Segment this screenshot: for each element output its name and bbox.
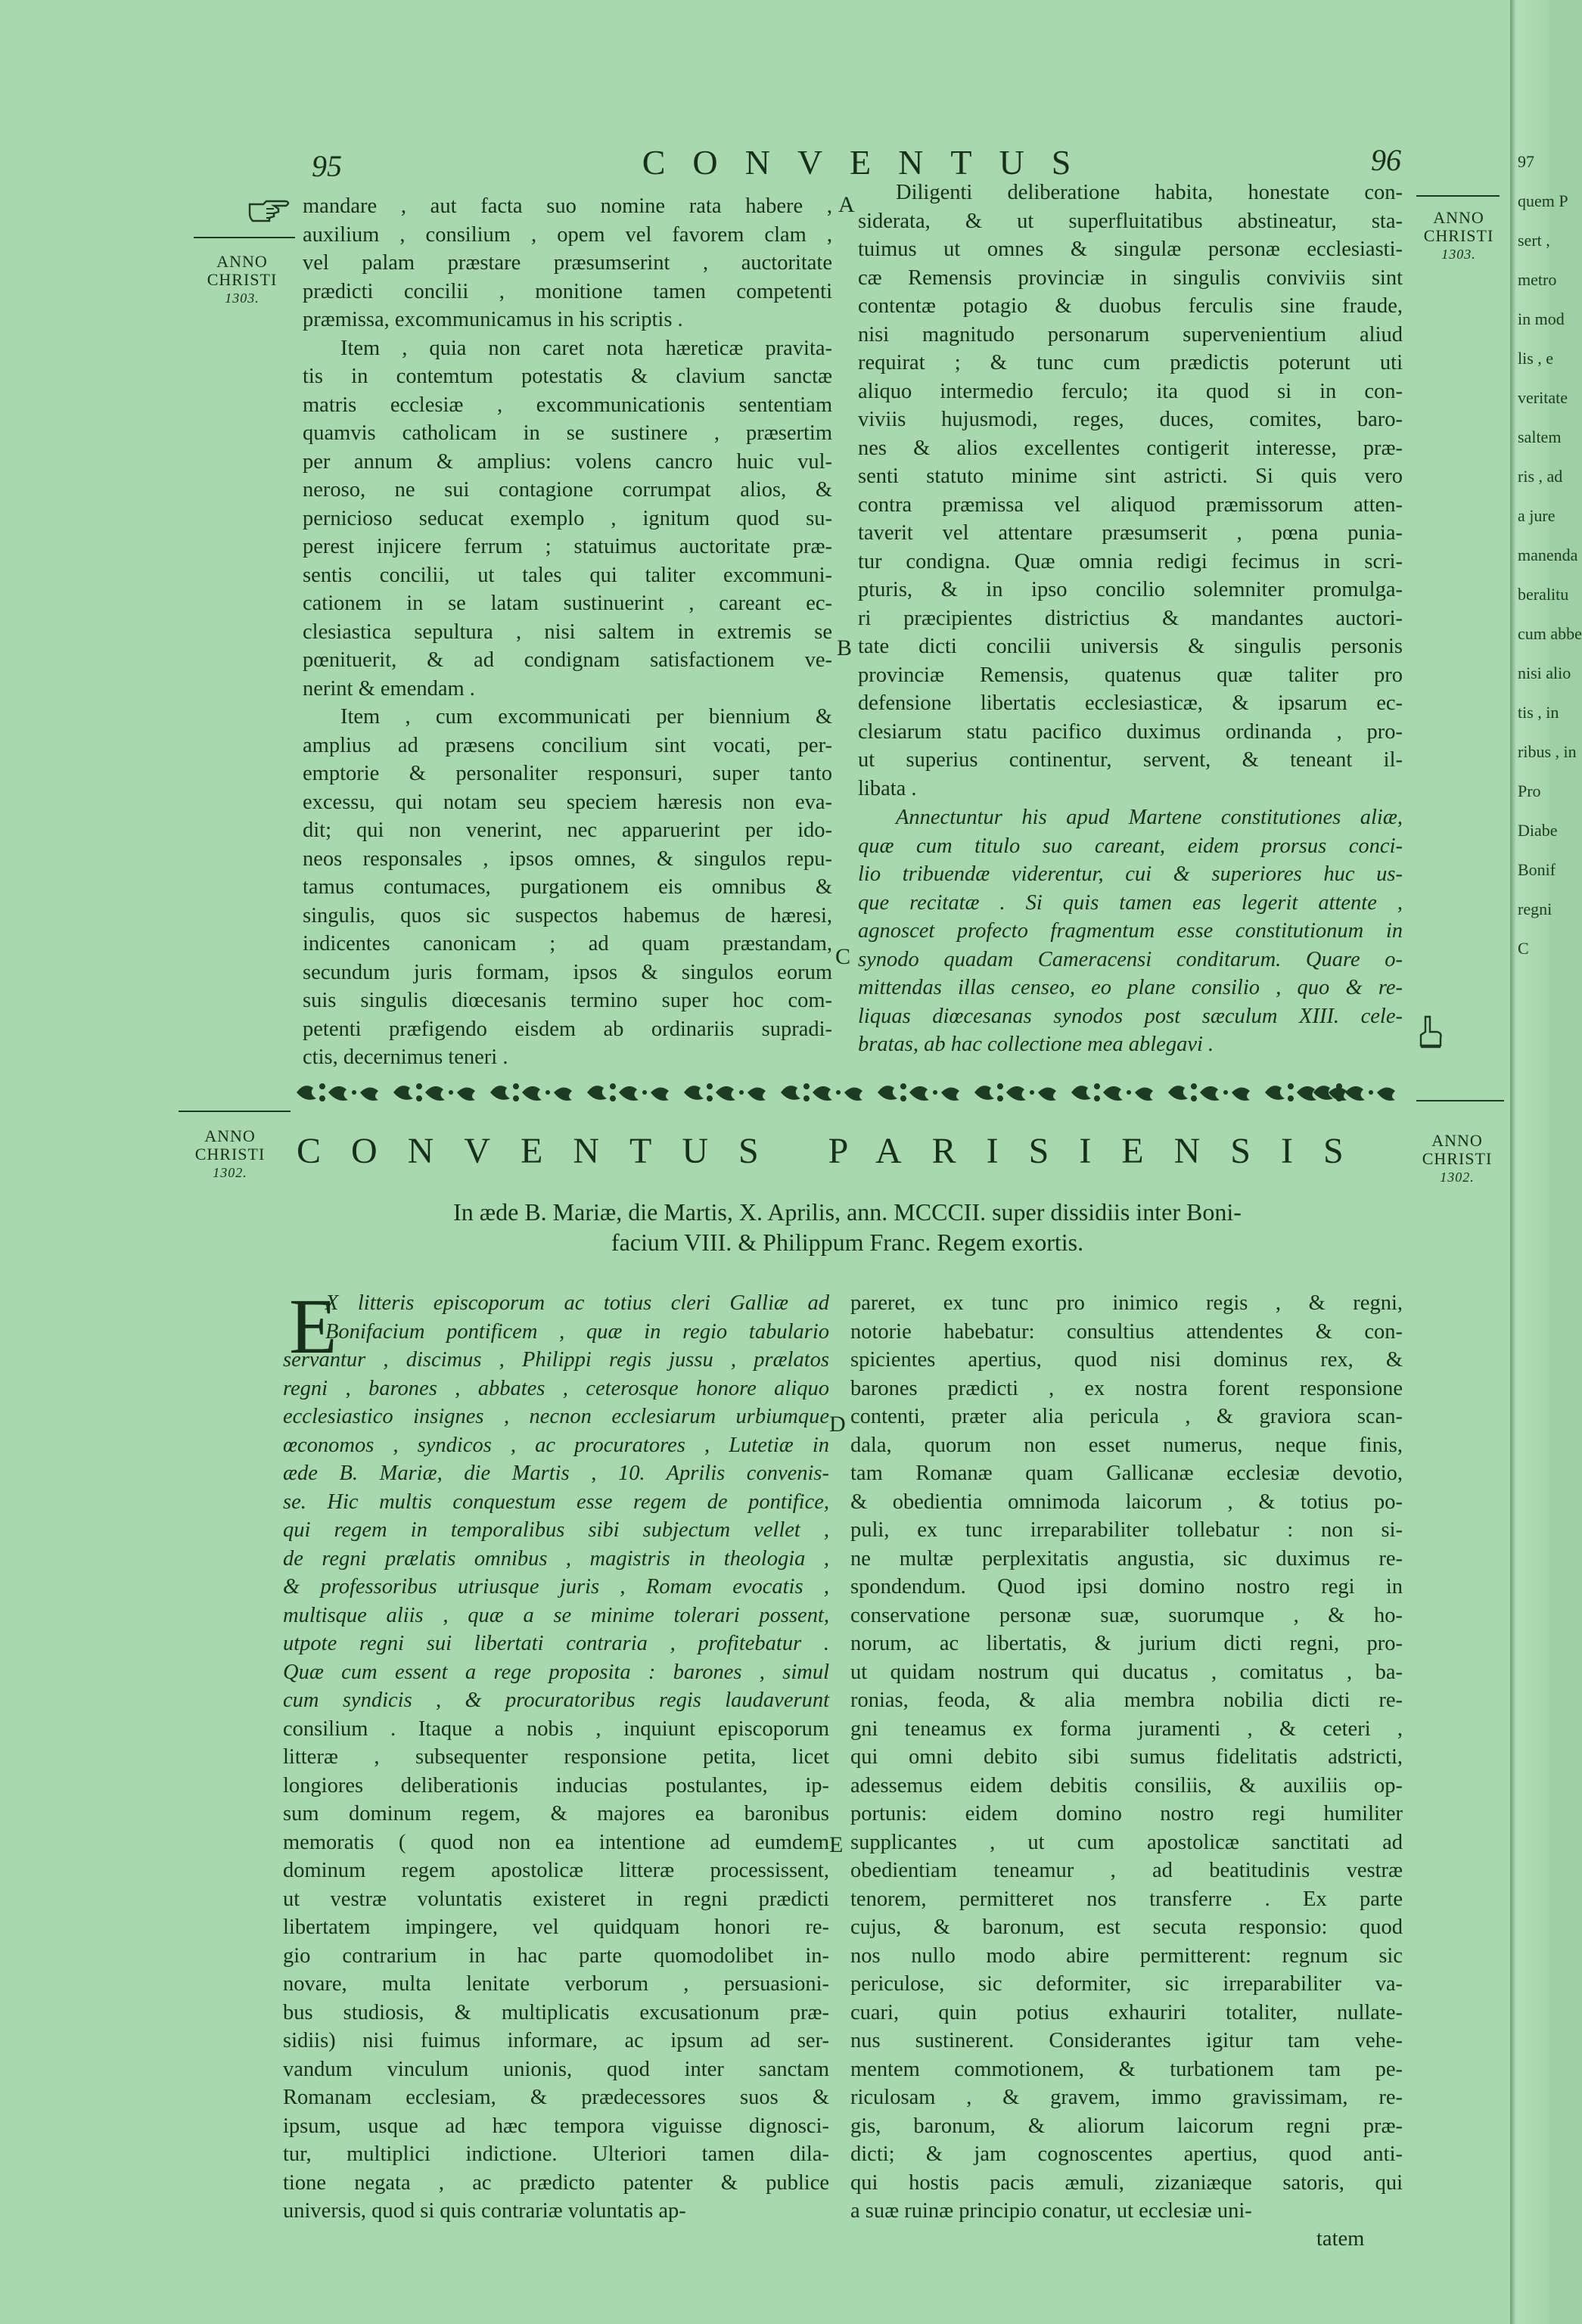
text-line: ronias, feoda, & alia membra nobilia dicti re-: [850, 1689, 1403, 1712]
text-line: Quæ cum essent a rege proposita : barones , simul: [283, 1660, 829, 1684]
text-line: adessemus eidem debitis consiliis, & auxiliis op-: [850, 1773, 1403, 1797]
text-line: & professoribus utriusque juris , Romam evocatis ,: [283, 1575, 829, 1599]
margin-rule: [194, 237, 295, 238]
text-line: clesiastica sepultura , nisi saltem in extremis se: [303, 620, 832, 644]
edge-text-fragment: Bonif: [1518, 860, 1556, 879]
edge-text-fragment: beralitu: [1518, 585, 1569, 604]
text-line: quæ cum titulo suo careant, eidem prorsus conci-: [858, 834, 1403, 858]
margin-rule: [1416, 195, 1500, 197]
text-line: contra præmissa vel aliquod præmissorum atten-: [858, 492, 1403, 517]
edge-text-fragment: quem P: [1518, 191, 1568, 210]
text-line: œconomos , syndicos , ac procuratores , Lutetiæ in: [283, 1433, 829, 1457]
running-title: CONVENTUS: [642, 143, 1099, 182]
text-line: consilium . Itaque a nobis , inquiunt episcoporum: [283, 1717, 829, 1741]
text-line: agnoscet profecto fragmentum esse constitutionum in: [858, 919, 1403, 943]
text-line: siderata, & ut superfluitatibus abstineatur, sta-: [858, 209, 1403, 233]
text-line: cum syndicis , & procuratoribus regis laudaverunt: [283, 1689, 829, 1712]
text-line: novare, multa lenitate verborum , persuasioni-: [283, 1972, 829, 1996]
text-line: ipsum, usque ad hæc tempora viguisse dignosci-: [283, 2114, 829, 2138]
text-line: Item , quia non caret nota hæreticæ pravita-: [340, 336, 832, 360]
text-line: norum, ac libertatis, & jurium dicti regni, pro-: [850, 1632, 1403, 1655]
text-line: memoratis ( quod non ea intentione ad eumdem: [283, 1830, 829, 1854]
text-line: periculose, sic deformiter, sic irreparabiliter va-: [850, 1972, 1403, 1996]
text-line: regni , barones , abbates , ceterosque honore aliquo: [283, 1376, 829, 1400]
text-line: conservatione personæ suæ, suorumque , & ho-: [850, 1603, 1403, 1627]
edge-text-fragment: sert ,: [1518, 231, 1550, 250]
text-line: taverit vel attentare præsumserit , pœna punia-: [858, 521, 1403, 545]
section-letter-c: C: [835, 944, 851, 969]
text-line: pernicioso seducat exemplo , ignitum quod su-: [303, 506, 832, 530]
anno-note-left-section2: [185, 1127, 275, 1182]
text-line: supplicantes , ut cum apostolicæ sanctitati ad: [850, 1830, 1403, 1854]
text-line: multisque aliis , quæ a se minime tolerari possent,: [283, 1603, 829, 1627]
edge-text-fragment: Diabe: [1518, 821, 1558, 840]
year-label: 1302.: [1440, 1170, 1475, 1185]
section-letter-e: E: [829, 1832, 844, 1857]
text-line: contentæ potagio & duobus ferculis sine fraude,: [858, 294, 1403, 318]
edge-text-fragment: 97: [1518, 152, 1534, 171]
text-line: pœnituerit, & ad condignam satisfactionem ve-: [303, 648, 832, 672]
text-line: pareret, ex tunc pro inimico regis , & regni,: [850, 1291, 1403, 1315]
edge-text-fragment: a jure: [1518, 506, 1556, 525]
text-line: senti statuto minime sint astricti. Si quis vero: [858, 464, 1403, 488]
text-line: neos responsales , ipsos omnes, & singulos repu-: [303, 847, 832, 871]
column-left-top: [303, 192, 832, 1072]
edge-text-fragment: ris , ad: [1518, 467, 1563, 486]
text-line: lio tribuendæ viderentur, cui & superiores huc us-: [858, 862, 1403, 886]
text-line: mentem commotionem, & turbationem tam pe-: [850, 2057, 1403, 2081]
anno-label: ANNO: [1431, 1131, 1483, 1150]
text-line: secundum juris formam, ipsos & singulos eorum: [303, 960, 832, 984]
column-right-bottom: [850, 1289, 1403, 2226]
text-line: notorie habebatur: consultius attendentes & con-: [850, 1319, 1403, 1344]
subtitle-line: In æde B. Mariæ, die Martis, X. Aprilis, ann. MCCCII. super dissidiis inter Boni-: [453, 1198, 1242, 1226]
text-line: clesiarum statu pacifico duximus ordinanda , pro-: [858, 719, 1403, 744]
catchword: tatem: [1316, 2227, 1365, 2251]
edge-text-fragment: manenda: [1518, 545, 1578, 564]
text-line: indicentes canonicam ; ad quam præstandam,: [303, 932, 832, 955]
text-line: tis in contemtum potestatis & clavium sanctæ: [303, 365, 832, 388]
text-line: emptorie & personaliter responsuri, super tanto: [303, 762, 832, 785]
edge-text-fragment: tis , in: [1518, 703, 1559, 722]
text-line: ut vestræ voluntatis existeret in regni prædicti: [283, 1887, 829, 1911]
edge-text-fragment: in mod: [1518, 309, 1565, 328]
text-line: X litteris episcoporum ac totius cleri Galliæ ad: [325, 1291, 829, 1315]
text-line: ut quidam nostrum qui ducatus , comitatus , ba-: [850, 1660, 1403, 1684]
text-line: ri præcipientes districtius & mandantes auctori-: [858, 606, 1403, 630]
text-line: cæ Remensis provinciæ in singulis conviviis sint: [858, 266, 1403, 290]
text-line: spicientes apertius, quod nisi dominus rex, &: [850, 1348, 1403, 1372]
text-line: a suæ ruinæ principio conatur, ut ecclesiæ uni-: [850, 2199, 1252, 2223]
text-line: ctis, decernimus teneri .: [303, 1045, 508, 1069]
text-line: defensione libertatis ecclesiasticæ, & ipsarum ec-: [858, 691, 1403, 715]
text-line: Bonifacium pontificem , quæ in regio tabulario: [325, 1319, 829, 1344]
christi-label: CHRISTI: [1422, 1149, 1493, 1168]
section-subtitle: [333, 1197, 1362, 1257]
text-line: excessu, qui notam seu speciem hæresis non eva-: [303, 790, 832, 814]
text-line: dala, quorum non esset numerus, neque finis,: [850, 1433, 1403, 1457]
edge-text-fragment: lis , e: [1518, 349, 1554, 368]
edge-text-fragment: ribus , in: [1518, 742, 1577, 761]
text-line: nus sustinerent. Considerantes igitur tam vehe-: [850, 2029, 1403, 2052]
text-line: gio contrarium in hac parte quomodolibet in-: [283, 1943, 829, 1968]
text-line: matris ecclesiæ , excommunicationis sententiam: [303, 393, 832, 417]
edge-text-fragment: regni: [1518, 899, 1552, 918]
text-line: nerint & emendam .: [303, 676, 475, 701]
text-line: gis, baronum, & aliorum laicorum regni præ-: [850, 2114, 1403, 2138]
text-line: sentis concilii, ut tales qui taliter excommuni-: [303, 563, 832, 587]
text-line: prædicti concilii , monitione tamen competenti: [303, 279, 832, 303]
text-line: tate dicti concilii universis & singulis personis: [858, 635, 1403, 658]
text-line: provinciæ Remensis, quatenus quæ taliter pro: [858, 663, 1403, 687]
text-line: cationem in se latam sustinuerint , careant ec-: [303, 592, 832, 615]
text-line: se. Hic multis conquestum esse regem de pontifice,: [283, 1490, 829, 1514]
text-line: ne multæ perplexitatis angustia, sic duximus re-: [850, 1546, 1403, 1571]
text-line: ecclesiastico insignes , necnon ecclesiarum urbiumque: [283, 1405, 829, 1428]
text-line: aliquo intermedio ferculo; ita quod si in con-: [858, 379, 1403, 403]
text-line: dominum regem apostolicæ litteræ processissent,: [283, 1859, 829, 1882]
margin-rule: [1416, 1100, 1504, 1101]
text-line: Item , cum excommunicati per biennium &: [340, 705, 832, 729]
text-line: qui regem in temporalibus sibi subjectum vellet ,: [283, 1518, 829, 1542]
next-page-edge: [1510, 0, 1582, 2324]
text-line: tur condigna. Quæ omnia redigi fecimus in scri-: [858, 549, 1403, 573]
year-label: 1303.: [1441, 247, 1476, 262]
drop-cap: E: [289, 1283, 337, 1370]
text-line: suis singulis diœcesanis termino super hoc com-: [303, 989, 832, 1012]
text-line: viviis hujusmodi, reges, duces, comites, baro-: [858, 408, 1403, 431]
section-letter-b: B: [837, 635, 853, 660]
page-number-right: 96: [1371, 143, 1401, 177]
text-line: dit; qui non venerint, nec apparuerint per ido-: [303, 819, 832, 842]
text-line: libata .: [858, 776, 917, 800]
text-line: utpote regni sui libertati contraria , profitebatur .: [283, 1632, 829, 1655]
text-line: sum dominum regem, & majores ea baronibus: [283, 1802, 829, 1825]
text-line: universis, quod si quis contrariæ voluntatis ap-: [283, 2199, 686, 2223]
page-number-left: 95: [312, 149, 342, 183]
text-line: puli, ex tunc irreparabiliter tollebatur : non si-: [850, 1518, 1403, 1542]
text-line: auxilium , consilium , opem vel favorem clam ,: [303, 222, 832, 247]
text-line: nes & alios excellentes contigerit interesse, præ-: [858, 436, 1403, 460]
text-line: tenorem, permitteret nos transferre . Ex parte: [850, 1887, 1403, 1911]
text-line: bratas, ab hac collectione mea ablegavi .: [858, 1033, 1214, 1056]
text-line: ut superius continentur, servent, & teneant il-: [858, 748, 1403, 772]
edge-text-fragment: saltem: [1518, 427, 1562, 446]
text-line: sidiis) nisi fuimus informare, ac ipsum ad ser-: [283, 2029, 829, 2052]
text-line: Annectuntur his apud Martene constitutiones aliæ,: [896, 806, 1403, 829]
text-line: longiores deliberationis inducias postulantes, ip-: [283, 1773, 829, 1797]
anno-label: ANNO: [216, 252, 268, 271]
text-line: per annum & amplius: volens cancro huic vul-: [303, 449, 832, 474]
editor-note: [858, 803, 1403, 1059]
edge-text-fragment: cum abbe: [1518, 624, 1582, 643]
text-line: contenti, præter alia pericula , & graviora scan-: [850, 1405, 1403, 1428]
edge-text-fragment: metro: [1518, 270, 1557, 289]
text-line: præmissa, excommunicamus in his scriptis .: [303, 308, 683, 331]
text-line: libertatem impingere, vel quidquam honori re-: [283, 1915, 829, 1939]
text-line: cuari, quin potius exhauriri totaliter, nullate-: [850, 2000, 1403, 2024]
text-line: vandum vinculum unionis, quod inter sanctam: [283, 2057, 829, 2081]
text-line: tuimus ut omnes & singulæ personæ ecclesiasti-: [858, 238, 1403, 261]
margin-rule: [179, 1111, 291, 1112]
text-line: tione negata , ac prædicto patenter & publice: [283, 2170, 829, 2195]
text-line: nos nullo modo abire permitterent: regnum sic: [850, 1943, 1403, 1968]
year-label: 1302.: [213, 1165, 247, 1180]
text-line: petenti præfigendo eisdem ab ordinariis supradi-: [303, 1017, 832, 1041]
text-line: qui hostis pacis æmuli, zizaniæque satoris, qui: [850, 2170, 1403, 2195]
text-line: litteræ , subsequenter responsione petita, licet: [283, 1745, 829, 1769]
text-line: tamus contumaces, purgationem eis omnibus &: [303, 875, 832, 899]
text-line: tam Romanæ quam Gallicanæ ecclesiæ devotio,: [850, 1462, 1403, 1485]
anno-label: ANNO: [204, 1126, 256, 1145]
anno-note-left: [197, 253, 287, 307]
christi-label: CHRISTI: [1423, 226, 1494, 245]
text-line: portunis: eidem domino nostro regi humiliter: [850, 1802, 1403, 1825]
text-line: riculosam , & gravem, immo gravissimam, re-: [850, 2086, 1403, 2109]
edge-text-fragment: C: [1518, 939, 1529, 958]
text-line: liquas diœcesanas synodos post sæculum XIII. cele-: [858, 1004, 1403, 1028]
text-line: pturis, & in ipso concilio solemniter promulga-: [858, 578, 1403, 601]
edge-text-fragment: Pro: [1518, 781, 1541, 800]
text-line: cujus, & baronum, est secuta responsio: quod: [850, 1915, 1403, 1939]
anno-label: ANNO: [1433, 208, 1484, 227]
ornamental-band: [294, 1077, 1401, 1108]
section-letter-d: D: [829, 1412, 846, 1437]
text-line: servantur , discimus , Philippi regis jussu , prælatos: [283, 1348, 829, 1372]
edge-text-fragment: nisi alio: [1518, 663, 1571, 682]
text-line: & obedientia omnimoda laicorum , & totius po-: [850, 1490, 1403, 1514]
text-line: Romanam ecclesiam, & prædecessores suos &: [283, 2086, 829, 2109]
text-line: qui omni debito sibi sumus fidelitatis adstricti,: [850, 1745, 1403, 1769]
text-line: mittendas illas censeo, eo plane consilio , quo & re-: [858, 976, 1403, 999]
text-line: Diligenti deliberatione habita, honestate con-: [896, 181, 1403, 204]
text-line: barones prædicti , ex nostra forent responsione: [850, 1376, 1403, 1400]
text-line: synodo quadam Cameracensi conditarum. Quare o-: [858, 947, 1403, 971]
text-line: quamvis catholicam in se sustinere , præsertim: [303, 421, 832, 445]
anno-note-right: [1416, 209, 1501, 263]
section-letter-a: A: [838, 192, 855, 217]
text-line: æde B. Mariæ, die Martis , 10. Aprilis convenis-: [283, 1462, 829, 1485]
text-line: bus studiosis, & multiplicatis excusationum præ-: [283, 2000, 829, 2024]
text-line: nisi magnitudo personarum supervenientium aliud: [858, 322, 1403, 346]
pointing-hand-icon: [1418, 1015, 1444, 1050]
text-line: gni teneamus ex forma juramenti , & ceteri ,: [850, 1717, 1403, 1741]
christi-label: CHRISTI: [194, 1145, 266, 1164]
column-left-bottom: [283, 1283, 829, 2226]
edge-text-fragment: veritate: [1518, 388, 1568, 407]
section-title: CONVENTUS PARISIENSIS: [297, 1131, 1374, 1171]
subtitle-line: facium VIII. & Philippum Franc. Regem exortis.: [611, 1229, 1084, 1256]
column-right-top: [858, 179, 1403, 803]
text-line: que recitatæ . Si quis tamen eas legerit attente ,: [858, 890, 1403, 915]
text-line: neroso, ne sui contagione corrumpat alios, &: [303, 478, 832, 502]
christi-label: CHRISTI: [207, 270, 278, 289]
year-label: 1303.: [225, 290, 260, 306]
text-line: spondendum. Quod ipsi domino nostro regi in: [850, 1575, 1403, 1599]
text-line: mandare , aut facta suo nomine rata habere ,: [303, 194, 832, 218]
anno-note-right-section2: [1410, 1132, 1504, 1186]
text-line: dicti; & jam cognoscentes apertius, quod anti-: [850, 2142, 1403, 2166]
text-line: obedientiam teneamur , ad beatitudinis vestræ: [850, 1859, 1403, 1882]
text-line: de regni prælatis omnibus , magistris in theologia ,: [283, 1546, 829, 1571]
pointing-hand-icon: [248, 198, 292, 224]
text-line: singulis, quos sic suspectos habemus de hæresi,: [303, 903, 832, 927]
text-line: tur, multiplici indictione. Ulteriori tamen dila-: [283, 2142, 829, 2166]
text-line: amplius ad præsens concilium sint vocati, per-: [303, 733, 832, 757]
text-line: perest injicere ferrum ; statuimus auctoritate præ-: [303, 535, 832, 558]
text-line: vel palam præstare præsumserint , auctoritate: [303, 251, 832, 275]
text-line: requirat ; & tunc cum prædictis poterunt uti: [858, 351, 1403, 374]
